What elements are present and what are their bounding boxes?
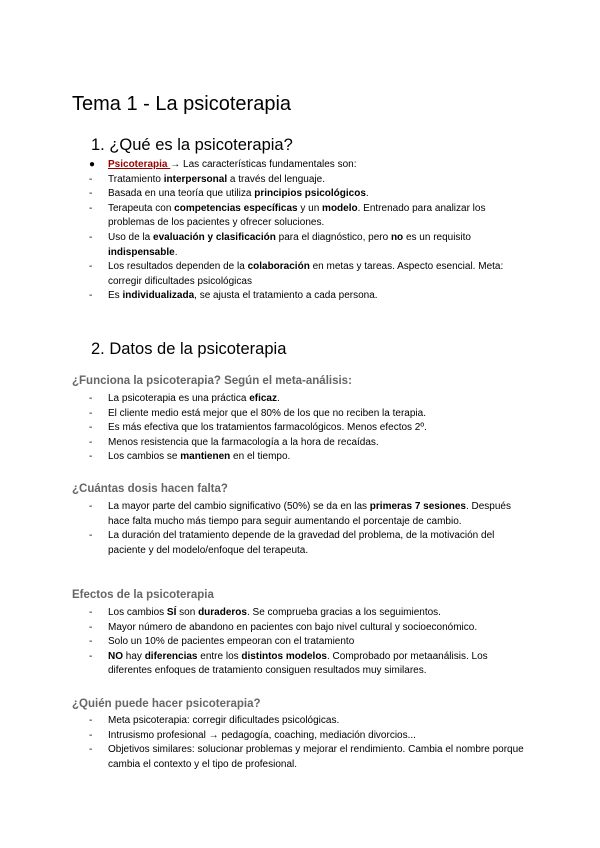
text-segment: . Después hace falta mucho más tiempo para seguir aumentando el porcentaje de cambio. (108, 501, 511, 527)
text-segment: Es (108, 290, 123, 302)
text-segment: en el tiempo. (230, 451, 291, 463)
text-segment: a través del lenguaje. (227, 173, 325, 185)
list-item (72, 421, 532, 436)
text-segment: Uso de la (108, 231, 154, 243)
text-segment: Terapeuta con (108, 202, 175, 214)
list-item (72, 436, 532, 451)
bullet-marker: - (89, 729, 93, 741)
bullet-marker: - (89, 393, 93, 404)
bold-text: principios psicológicos (254, 188, 366, 200)
text-segment: El cliente medio está mejor que el 80% de los que no reciben la terapia. (108, 407, 426, 419)
list-item (72, 392, 532, 407)
bullet-marker: - (89, 607, 93, 618)
text-segment: , se ajusta el tratamiento a cada persona. (194, 290, 378, 302)
subsection-efectos-list (72, 606, 532, 679)
bullet-marker: - (89, 636, 93, 648)
text-segment: . Comprobado por metaanálisis. Los diferentes enfoques de tratamiento consiguen resultados muy similares. (108, 650, 488, 677)
bold-text: distintos modelos (241, 650, 327, 662)
bullet-marker: - (89, 422, 93, 434)
text-segment: Los cambios se (108, 451, 181, 463)
text-segment: es un requisito (403, 231, 471, 243)
bullet-marker: - (89, 261, 93, 273)
subsection-quien-list (72, 714, 532, 772)
list-item (72, 606, 532, 621)
text-segment: Meta psicoterapia: corregir dificultades psicológicas. (108, 715, 340, 726)
bullet-marker: - (89, 650, 93, 662)
text-segment: Objetivos similares: solucionar problemas y mejorar el rendimiento. Cambia el nombre porque cambia el contexto y el tipo de profesional. (108, 744, 524, 770)
section-1-list (72, 158, 532, 304)
text-segment: La psicoterapia es una práctica (108, 393, 250, 404)
bullet-marker: - (89, 231, 93, 243)
list-item (72, 621, 532, 636)
page-title: Tema 1 - La psicoterapia (72, 93, 292, 115)
list-item (72, 650, 532, 679)
list-item (72, 158, 532, 173)
text-segment: Intrusismo profesional → pedagogía, coaching, mediación divorcios... (108, 729, 416, 741)
subsection-funciona-heading: ¿Funciona la psicoterapia? Según el meta-análisis: (72, 375, 352, 387)
subsection-dosis-heading: ¿Cuántas dosis hacen falta? (72, 483, 228, 495)
text-segment: . Entrenado para analizar los problemas de los pacientes y ofrecer soluciones. (108, 202, 486, 229)
bold-text: evaluación y clasificación (153, 231, 276, 243)
text-segment: . Se comprueba gracias a los seguimientos. (246, 607, 441, 618)
bold-text: indispensable (108, 246, 175, 258)
subsection-funciona-list (72, 392, 532, 465)
bold-text: diferencias (144, 650, 198, 662)
list-item (72, 635, 532, 650)
bold-text: primeras 7 sesiones (369, 501, 466, 512)
list-item (72, 231, 532, 260)
subsection-quien-heading: ¿Quién puede hacer psicoterapia? (72, 698, 261, 710)
bold-text: interpersonal (163, 173, 228, 185)
bold-text: colaboración (247, 261, 310, 273)
subsection-dosis-list (72, 500, 532, 558)
list-item (72, 450, 532, 465)
list-item (72, 407, 532, 422)
text-segment: . (174, 246, 178, 258)
bullet-marker: - (89, 407, 93, 419)
bold-text: individualizada (122, 290, 195, 302)
text-segment: La mayor parte del cambio significativo (50%) se da en las (108, 501, 370, 512)
section-1-heading: 1. ¿Qué es la psicoterapia? (91, 136, 293, 154)
text-segment: Tratamiento (108, 173, 164, 185)
bold-text: competencias específicas (174, 202, 298, 214)
list-item (72, 529, 532, 558)
text-segment: Los cambios (108, 607, 167, 618)
bullet-marker: - (89, 173, 93, 185)
list-item (72, 173, 532, 188)
bold-text: no (390, 231, 404, 243)
bullet-marker: - (89, 530, 93, 542)
bold-text: SÍ (166, 607, 177, 618)
list-item (72, 500, 532, 529)
text-segment: . (365, 188, 369, 200)
bold-text: modelo (322, 202, 358, 214)
bullet-marker: - (89, 744, 93, 756)
text-segment: en metas y tareas. Aspecto esencial. Meta: corregir dificultades psicológicas (108, 261, 504, 287)
bullet-marker: - (89, 451, 93, 463)
bold-text: duraderos (198, 607, 247, 618)
bullet-marker: - (89, 621, 93, 633)
list-item (72, 260, 532, 289)
list-item (72, 289, 532, 304)
list-item (72, 729, 532, 744)
text-segment: Basada en una teoría que utiliza (108, 188, 255, 200)
bullet-marker: ● (89, 159, 96, 170)
text-segment: para el diagnóstico, pero (275, 231, 391, 243)
text-segment: hay (123, 650, 145, 662)
psicoterapia-link[interactable]: Psicoterapia (108, 159, 171, 170)
bullet-marker: - (89, 501, 93, 512)
text-segment: son (176, 607, 199, 618)
section-2-heading: 2. Datos de la psicoterapia (91, 340, 287, 358)
list-item (72, 187, 532, 202)
bullet-marker: - (89, 715, 93, 726)
text-segment: . (277, 393, 280, 404)
list-item (72, 202, 532, 231)
list-item (72, 714, 532, 729)
text-segment: → Las características fundamentales son: (170, 159, 357, 170)
text-segment: Solo un 10% de pacientes empeoran con el tratamiento (108, 636, 355, 648)
text-segment: y un (297, 202, 323, 214)
text-segment: Mayor número de abandono en pacientes con bajo nivel cultural y socioeconómico. (108, 621, 478, 633)
bold-text: NO (108, 650, 123, 662)
bullet-marker: - (89, 188, 93, 200)
bullet-marker: - (89, 436, 93, 448)
subsection-efectos-heading: Efectos de la psicoterapia (72, 589, 214, 601)
text-segment: La duración del tratamiento depende de la gravedad del problema, de la motivación del paciente y del modelo/enfoque del terapeuta. (108, 530, 495, 556)
text-segment: Los resultados dependen de la (108, 261, 248, 273)
list-item (72, 743, 532, 772)
text-segment: entre los (197, 650, 242, 662)
bullet-marker: - (89, 290, 93, 302)
text-segment: Es más efectiva que los tratamientos farmacológicos. Menos efectos 2º. (108, 422, 427, 434)
bold-text: eficaz (249, 393, 277, 404)
bullet-marker: - (89, 202, 93, 214)
text-segment: Menos resistencia que la farmacología a la hora de recaídas. (108, 436, 379, 448)
bold-text: mantienen (180, 451, 231, 463)
